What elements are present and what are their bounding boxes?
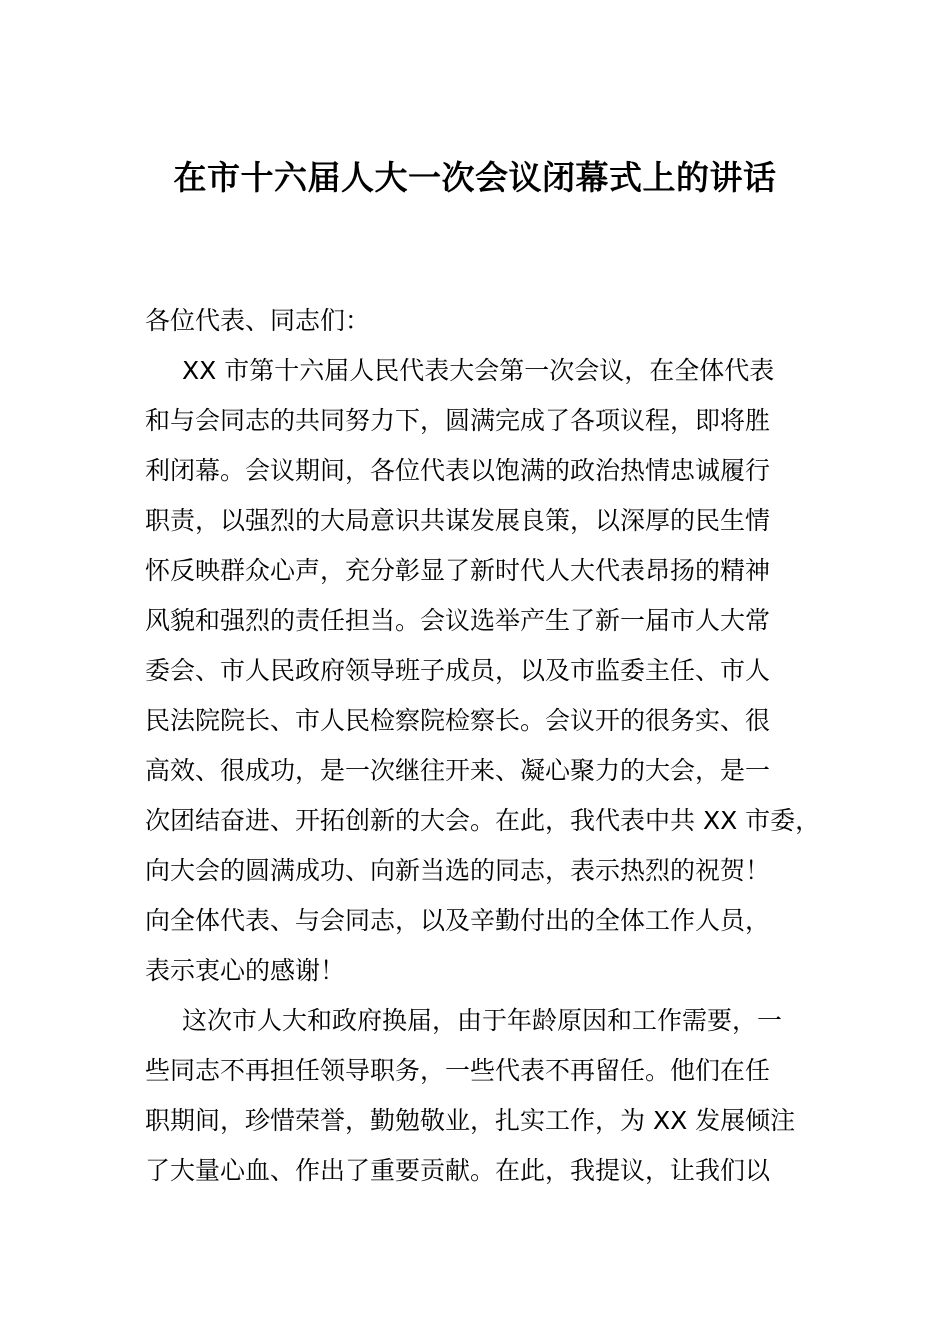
salutation: 各位代表、同志们： bbox=[145, 306, 371, 335]
paragraph-line: 向全体代表、与会同志，以及辛勤付出的全体工作人员， bbox=[145, 906, 771, 935]
paragraph-line: 职责，以强烈的大局意识共谋发展良策，以深厚的民生情 bbox=[145, 506, 771, 535]
paragraph-line: 怀反映群众心声，充分彰显了新时代人大代表昂扬的精神 bbox=[145, 556, 771, 585]
paragraph-line: 这次市人大和政府换届，由于年龄原因和工作需要，一 bbox=[182, 1006, 783, 1035]
paragraph-line: 风貌和强烈的责任担当。会议选举产生了新一届市人大常 bbox=[145, 606, 771, 635]
paragraph-line: 些同志不再担任领导职务，一些代表不再留任。他们在任 bbox=[145, 1056, 771, 1085]
paragraph-line: 了大量心血、作出了重要贡献。在此，我提议，让我们以 bbox=[145, 1156, 771, 1185]
paragraph-line: 民法院院长、市人民检察院检察长。会议开的很务实、很 bbox=[145, 706, 771, 735]
paragraph-line: XX 市第十六届人民代表大会第一次会议，在全体代表 bbox=[182, 356, 775, 385]
document-body bbox=[145, 296, 835, 1196]
paragraph-line: 高效、很成功，是一次继往开来、凝心聚力的大会，是一 bbox=[145, 756, 771, 785]
paragraph-line: 利闭幕。会议期间，各位代表以饱满的政治热情忠诚履行 bbox=[145, 456, 771, 485]
document-title: 在市十六届人大一次会议闭幕式上的讲话 bbox=[173, 158, 777, 197]
paragraph-line: 和与会同志的共同努力下，圆满完成了各项议程，即将胜 bbox=[145, 406, 771, 435]
paragraph-line: 委会、市人民政府领导班子成员，以及市监委主任、市人 bbox=[145, 656, 771, 685]
paragraph-line: 次团结奋进、开拓创新的大会。在此，我代表中共 XX 市委， bbox=[145, 806, 821, 835]
paragraph-1 bbox=[145, 346, 835, 996]
paragraph-line: 向大会的圆满成功、向新当选的同志，表示热烈的祝贺！ bbox=[145, 856, 771, 885]
paragraph-line: 职期间，珍惜荣誉，勤勉敬业，扎实工作，为 XX 发展倾注 bbox=[145, 1106, 796, 1135]
paragraph-2 bbox=[145, 996, 835, 1196]
paragraph-line: 表示衷心的感谢！ bbox=[145, 956, 346, 985]
